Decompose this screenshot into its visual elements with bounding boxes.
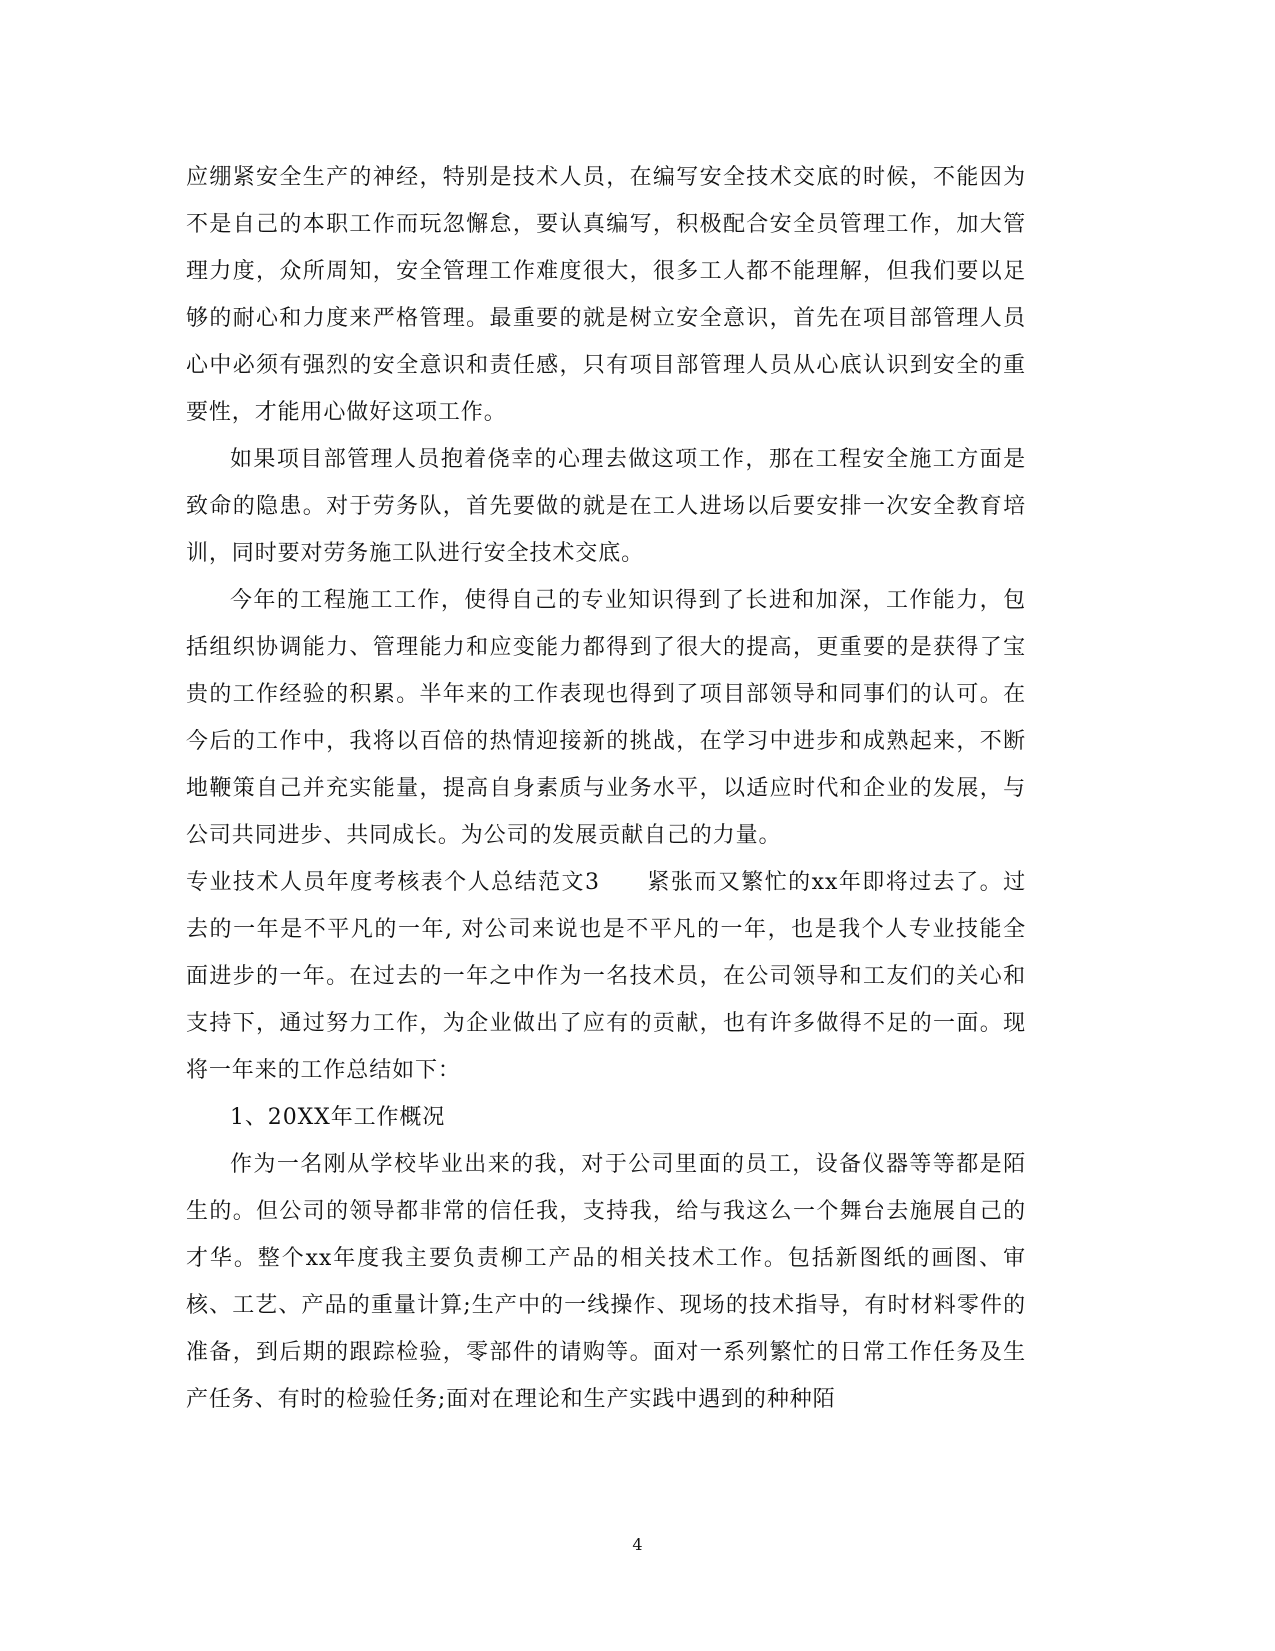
section-heading: 1、20XX年工作概况 xyxy=(230,1105,446,1130)
paragraph-3: 今年的工程施工工作，使得自己的专业知识得到了长进和加深，工作能力，包括组织协调能力、管理能力和应变能力都得到了很大的提高，更重要的是获得了宝贵的工作经验的积累。半年来的工作表现也得到了项目部领导和同事们的认可。在今后的工作中，我将以百倍的热情迎接新的挑战，在学习中进步和成熟起来，不断地鞭策自己并充实能量，提高自身素质与业务水平，以适应时代和企业的发展，与公司共同进步、共同成长。为公司的发展贡献自己的力量。 xyxy=(186,588,1026,848)
paragraph-1: 应绷紧安全生产的神经，特别是技术人员，在编写安全技术交底的时候，不能因为不是自己的本职工作而玩忽懈怠，要认真编写，积极配合安全员管理工作，加大管理力度，众所周知，安全管理工作难度很大，很多工人都不能理解，但我们要以足够的耐心和力度来严格管理。最重要的就是树立安全意识，首先在项目部管理人员心中必须有强烈的安全意识和责任感，只有项目部管理人员从心底认识到安全的重要性，才能用心做好这项工作。 xyxy=(186,165,1026,425)
body-text xyxy=(186,154,1026,1423)
page-number: 4 xyxy=(632,1535,643,1554)
paragraph-2: 如果项目部管理人员抱着侥幸的心理去做这项工作，那在工程安全施工方面是致命的隐患。对于劳务队，首先要做的就是在工人进场以后要安排一次安全教育培训，同时要对劳务施工队进行安全技术交底。 xyxy=(186,447,1026,566)
paragraph-4: 专业技术人员年度考核表个人总结范文3 紧张而又繁忙的xx年即将过去了。过去的一年是不平凡的一年, 对公司来说也是不平凡的一年，也是我个人专业技能全面进步的一年。在过去的一年之中作为一名技术员，在公司领导和工友们的关心和支持下，通过努力工作，为企业做出了应有的贡献，也有许多做得不足的一面。现将一年来的工作总结如下： xyxy=(186,870,1026,1083)
paragraph-5: 作为一名刚从学校毕业出来的我，对于公司里面的员工，设备仪器等等都是陌生的。但公司的领导都非常的信任我，支持我，给与我这么一个舞台去施展自己的才华。整个xx年度我主要负责柳工产品的相关技术工作。包括新图纸的画图、审核、工艺、产品的重量计算;生产中的一线操作、现场的技术指导，有时材料零件的准备，到后期的跟踪检验，零部件的请购等。面对一系列繁忙的日常工作任务及生产任务、有时的检验任务;面对在理论和生产实践中遇到的种种陌 xyxy=(186,1152,1026,1412)
